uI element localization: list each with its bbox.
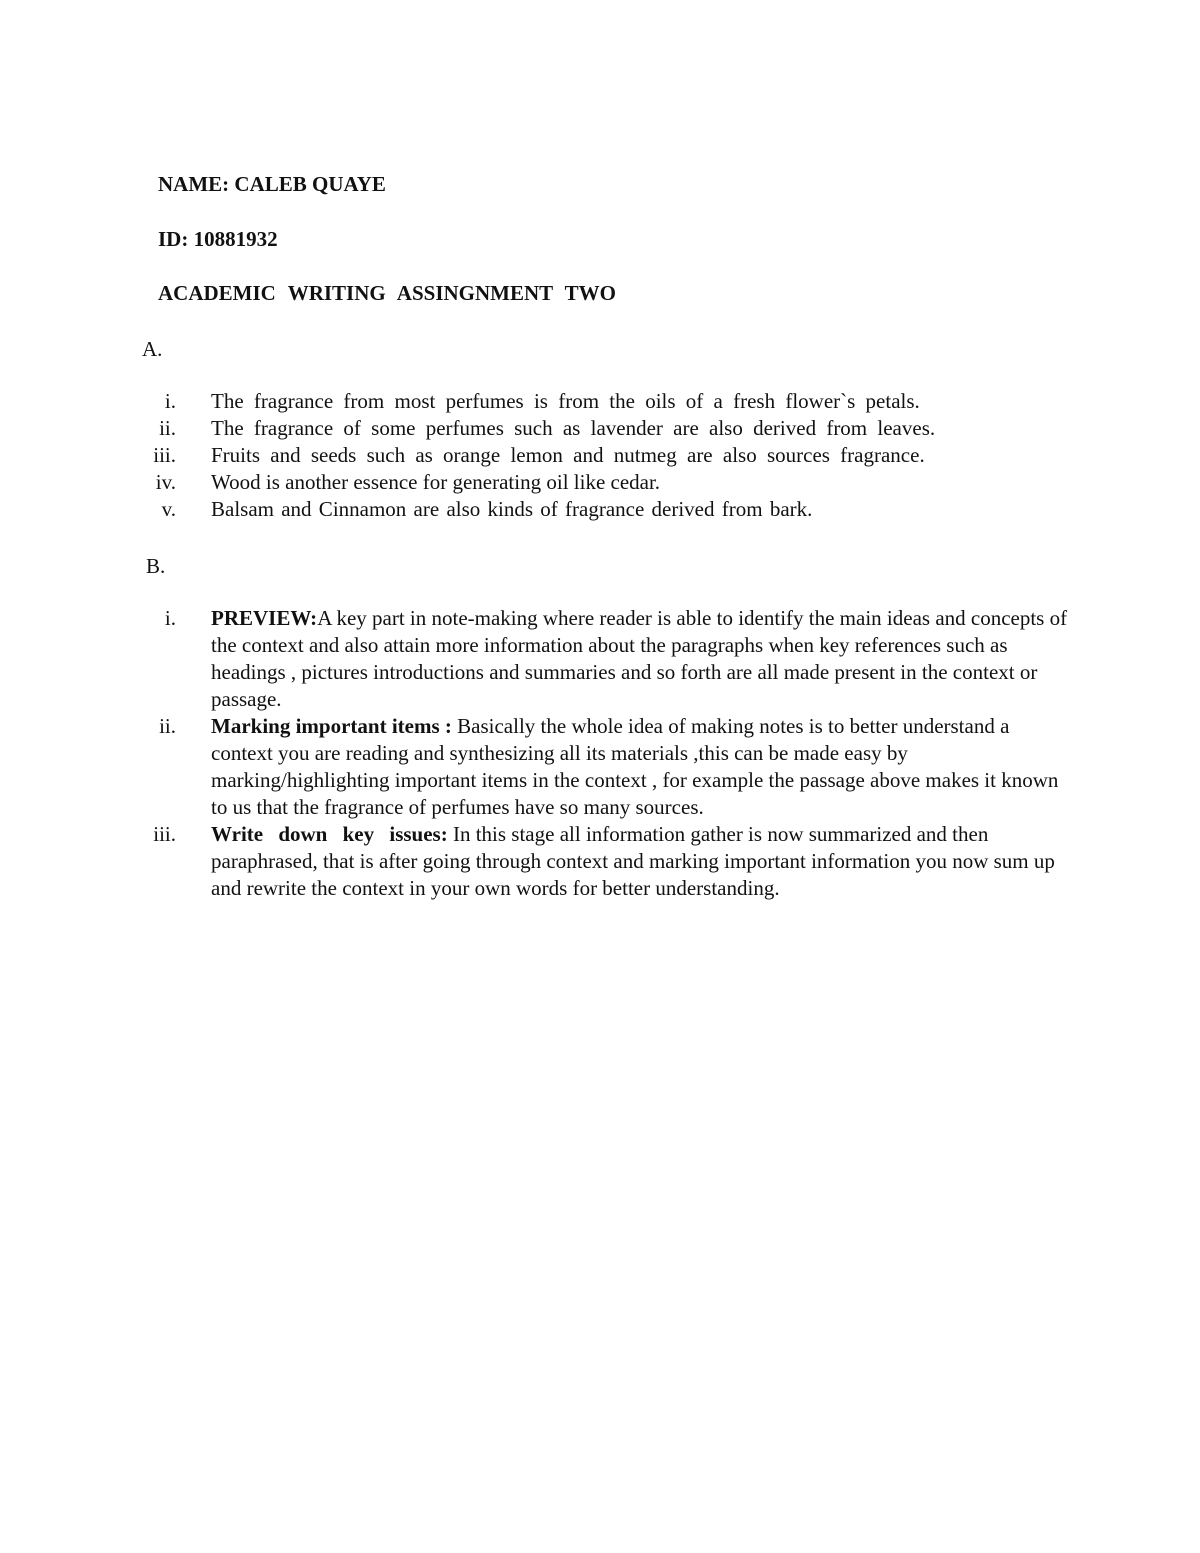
list-item [0, 442, 1200, 469]
list-item [0, 821, 1200, 902]
list-item-text: Fruits and seeds such as orange lemon and nutmeg are also sources fragrance. [211, 443, 925, 467]
list-item-body: A key part in note-making where reader is able to identify the main ideas and concepts of the context and also attain more information about the paragraphs when key references such as headings , pictures introductions and summaries and so forth are all made present in the context or passage. [211, 606, 1068, 711]
section-b-label: B. [146, 554, 166, 578]
list-item-text: Wood is another essence for generating oil like cedar. [211, 470, 661, 494]
list-marker: iv. [155, 470, 176, 494]
list-item [0, 605, 1200, 713]
section-a-label: A. [142, 337, 163, 361]
list-item-lead: Marking important items : [211, 714, 452, 738]
list-item-lead: PREVIEW: [211, 606, 318, 630]
list-marker: v. [161, 497, 176, 521]
list-item-text [211, 821, 1071, 902]
section-b-list [0, 605, 1200, 902]
list-item [0, 496, 1200, 523]
list-item [0, 713, 1200, 821]
list-item [0, 388, 1200, 415]
list-marker: ii. [159, 714, 176, 738]
student-id: ID: 10881932 [158, 227, 278, 251]
list-item-text [211, 713, 1071, 821]
list-marker: iii. [153, 443, 176, 467]
list-item-lead: Write down key issues: [211, 822, 448, 846]
list-item [0, 415, 1200, 442]
list-item-text [211, 605, 1071, 713]
student-name: NAME: CALEB QUAYE [158, 172, 386, 196]
section-a-list [0, 388, 1200, 523]
list-marker: ii. [159, 416, 176, 440]
list-item-body: Basically the whole idea of making notes is to better understand a context you are reading and synthesizing all its materials ,this can be made easy by marking/highlighting important items in the context , for example the passage above makes it known to us that the fragrance of perfumes have so many sources. [211, 714, 1059, 819]
list-item-body: In this stage all information gather is now summarized and then paraphrased, that is after going through context and marking important information you now sum up and rewrite the context in your own words for better understanding. [211, 822, 1055, 900]
list-item [0, 469, 1200, 496]
list-marker: i. [164, 389, 176, 413]
list-item-text: Balsam and Cinnamon are also kinds of fragrance derived from bark. [211, 497, 813, 521]
list-marker: i. [164, 606, 176, 630]
list-marker: iii. [153, 822, 176, 846]
list-item-text: The fragrance of some perfumes such as lavender are also derived from leaves. [211, 416, 936, 440]
assignment-title: ACADEMIC WRITING ASSINGNMENT TWO [158, 281, 617, 305]
list-item-text: The fragrance from most perfumes is from the oils of a fresh flower`s petals. [211, 389, 920, 413]
